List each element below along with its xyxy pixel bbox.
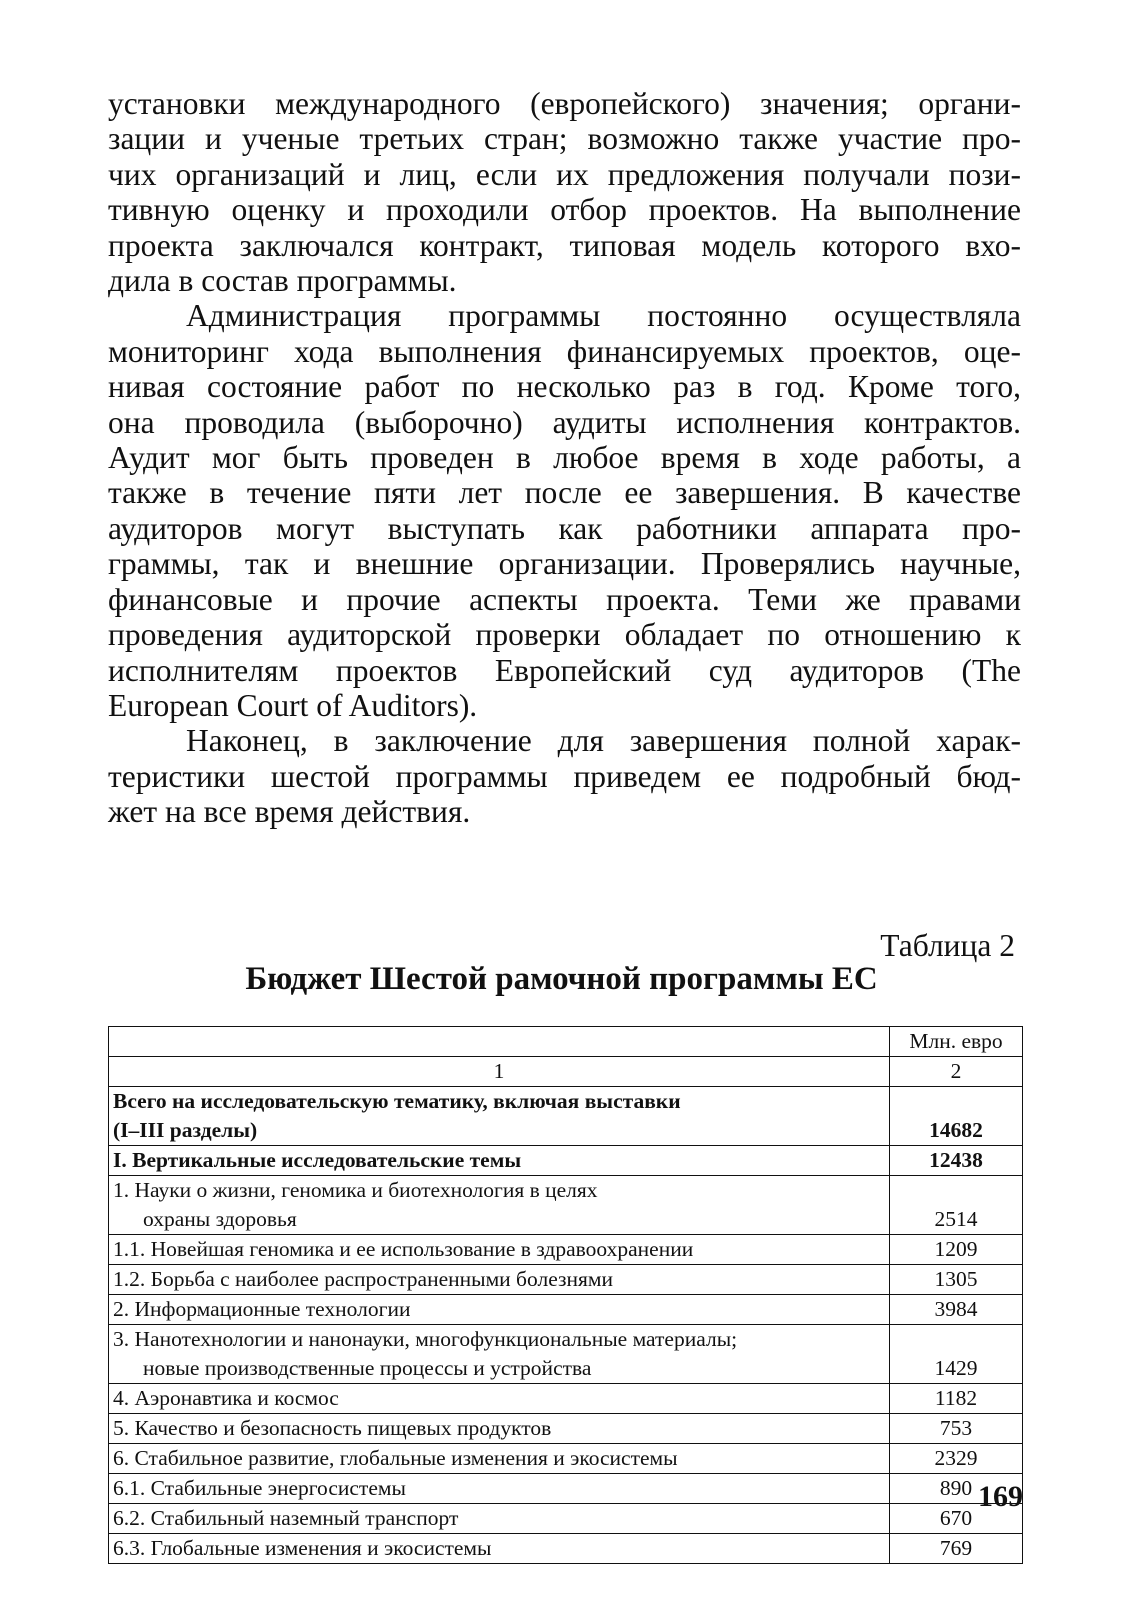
row-description-line: I. Вертикальные исследовательские темы [113,1148,522,1172]
table-row [109,1534,1023,1564]
row-description [109,1504,890,1534]
table-row [109,1146,1023,1176]
row-value: 3984 [890,1295,1023,1325]
budget-table-body [109,1027,1023,1564]
row-value: 14682 [890,1087,1023,1146]
text-line: зации и ученые третьих стран; возможно также участие про- [108,121,1021,157]
row-value: 1429 [890,1325,1023,1384]
table-row [109,1444,1023,1474]
column-header-2: 2 [890,1057,1023,1087]
table-row [109,1265,1023,1295]
row-description-line: 4. Аэронавтика и космос [113,1386,339,1410]
row-description-line: 1.2. Борьба с наиболее распространенными болезнями [113,1267,614,1291]
row-description [109,1474,890,1504]
row-value: 1182 [890,1384,1023,1414]
text-line: финансовые и прочие аспекты проекта. Теми же правами [108,581,1021,617]
row-description-line: 6.3. Глобальные изменения и экосистемы [113,1536,492,1560]
text-line: аудиторов могут выступать как работники аппарата про- [108,510,1021,546]
row-description [109,1176,890,1235]
column-header-1: 1 [109,1057,890,1087]
text-line: нивая состояние работ по несколько раз в год. Кроме того, [108,369,1021,405]
row-value: 1209 [890,1235,1023,1265]
row-description [109,1325,890,1384]
row-value: 1305 [890,1265,1023,1295]
paragraph-3 [108,723,1021,829]
text-line: Наконец, в заключение для завершения полной харак- [186,723,1021,759]
text-line: проведения аудиторской проверки обладает по отношению к [108,617,1021,653]
row-description [109,1384,890,1414]
row-description [109,1087,890,1146]
text-line: European Court of Auditors). [108,687,478,723]
table-row [109,1384,1023,1414]
row-description-line: Всего на исследовательскую тематику, включая выставки [113,1089,681,1113]
text-line: Аудит мог быть проведен в любое время в ходе работы, а [108,440,1021,476]
row-description-line: новые производственные процессы и устройства [143,1356,592,1380]
row-description [109,1146,890,1176]
row-description-line: 2. Информационные технологии [113,1297,411,1321]
text-line: установки международного (европейского) значения; органи- [108,86,1021,121]
row-description [109,1265,890,1295]
text-line: проекта заключался контракт, типовая модель которого вхо- [108,227,1021,263]
table-title: Бюджет Шестой рамочной программы ЕС [245,961,878,997]
table-cell [109,1027,890,1057]
table-row [109,1474,1023,1504]
row-value: 12438 [890,1146,1023,1176]
page-number: 169 [978,1480,1023,1513]
table-row [109,1295,1023,1325]
table-row [109,1504,1023,1534]
text-line: исполнителям проектов Европейский суд аудиторов (The [108,652,1021,688]
paragraph-1 [108,86,1021,298]
text-line: также в течение пяти лет после ее завершения. В качестве [108,475,1021,511]
text-line: тивную оценку и проходили отбор проектов. На выполнение [108,192,1021,228]
table-row [109,1087,1023,1146]
row-value: 769 [890,1534,1023,1564]
row-description [109,1235,890,1265]
row-value: 670 [890,1504,1023,1534]
text-line: Администрация программы постоянно осуществляла [186,298,1021,334]
row-value: 2514 [890,1176,1023,1235]
row-description-line: 6.1. Стабильные энергосистемы [113,1476,406,1500]
table-unit-row [109,1027,1023,1057]
table-label: Таблица 2 [880,928,1015,963]
text-line: дила в состав программы. [108,263,457,299]
row-description-line: 3. Нанотехнологии и нанонауки, многофункциональные материалы; [113,1327,738,1351]
row-description-line: 1. Науки о жизни, геномика и биотехнология в целях [113,1178,598,1202]
row-description [109,1295,890,1325]
unit-cell: Млн. евро [890,1027,1023,1057]
table-row [109,1235,1023,1265]
table-row [109,1176,1023,1235]
table-row [109,1325,1023,1384]
row-description-line: 5. Качество и безопасность пищевых продуктов [113,1416,552,1440]
text-line: теристики шестой программы приведем ее подробный бюд- [108,758,1021,794]
text-line: жет на все время действия. [108,794,471,830]
budget-table [108,1026,1023,1564]
text-line: она проводила (выборочно) аудиты исполнения контрактов. [108,404,1021,440]
row-value: 753 [890,1414,1023,1444]
paragraph-2 [108,298,1021,723]
row-description [109,1534,890,1564]
row-description-line: охраны здоровья [143,1207,297,1231]
row-description-line: 6.2. Стабильный наземный транспорт [113,1506,459,1530]
text-line: чих организаций и лиц, если их предложения получали пози- [108,156,1021,192]
row-description-line: 1.1. Новейшая геномика и ее использование в здравоохранении [113,1237,694,1261]
table-header-row [109,1057,1023,1087]
row-value: 2329 [890,1444,1023,1474]
table-row [109,1414,1023,1444]
text-line: граммы, так и внешние организации. Проверялись научные, [108,546,1021,582]
row-description-line: 6. Стабильное развитие, глобальные изменения и экосистемы [113,1446,678,1470]
row-description [109,1444,890,1474]
row-description [109,1414,890,1444]
text-line: мониторинг хода выполнения финансируемых проектов, оце- [108,333,1021,369]
row-value: 890 [890,1474,1023,1504]
row-description-line: (I–III разделы) [113,1118,258,1142]
